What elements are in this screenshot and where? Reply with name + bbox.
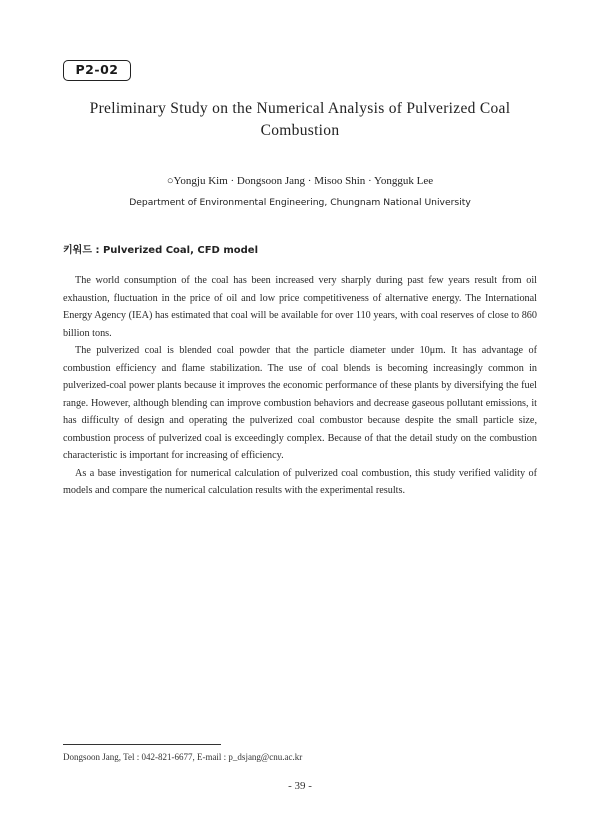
abstract-body: [63, 272, 537, 500]
paragraph-3: As a base investigation for numerical calculation of pulverized coal combustion, this study verified validity of models and compare the numerical calculation results with the experimental results.: [63, 467, 537, 496]
keywords: 키워드 : Pulverized Coal, CFD model: [63, 245, 258, 256]
authors: ○Yongju Kim · Dongsoon Jang · Misoo Shin · Yongguk Lee: [166, 175, 434, 187]
footnote-rule: [63, 744, 221, 745]
paper-title: [60, 98, 540, 142]
paragraph-2: The pulverized coal is blended coal powder that the particle diameter under 10μm. It has advantage of combustion efficiency and flame stabilization. The use of coal blends is becoming increasingly common in pulverized-coal power plants because it improves the economic performance of these plants by diversifying the fuel range. However, although blending can improve combustion behaviors and decrease gaseous pollutant emissions, it has difficulty of design and operating the pulverized coal combustor because despite the small particle size, combustion process of pulverized coal is exceedingly complex. Because of that the detail study on the combustion characteristic is important for increasing of efficiency.: [63, 345, 537, 461]
page-number: - 39 -: [288, 780, 312, 792]
paragraph-1: The world consumption of the coal has been increased very sharply during past few years result from oil exhaustion, fluctuation in the price of oil and low price competitiveness of alternative energy. The International Energy Agency (IEA) has estimated that coal will be available for over 110 years, with coal reserves of close to 860 billion tons.: [63, 275, 537, 339]
paper-code-badge: P2-02: [63, 60, 131, 81]
affiliation: Department of Environmental Engineering, Chungnam National University: [129, 197, 471, 208]
footnote: Dongsoon Jang, Tel : 042-821-6677, E-mail : p_dsjang@cnu.ac.kr: [63, 752, 303, 762]
title-line-1: Preliminary Study on the Numerical Analysis of Pulverized Coal: [89, 100, 511, 117]
title-line-2: Combustion: [260, 122, 340, 139]
